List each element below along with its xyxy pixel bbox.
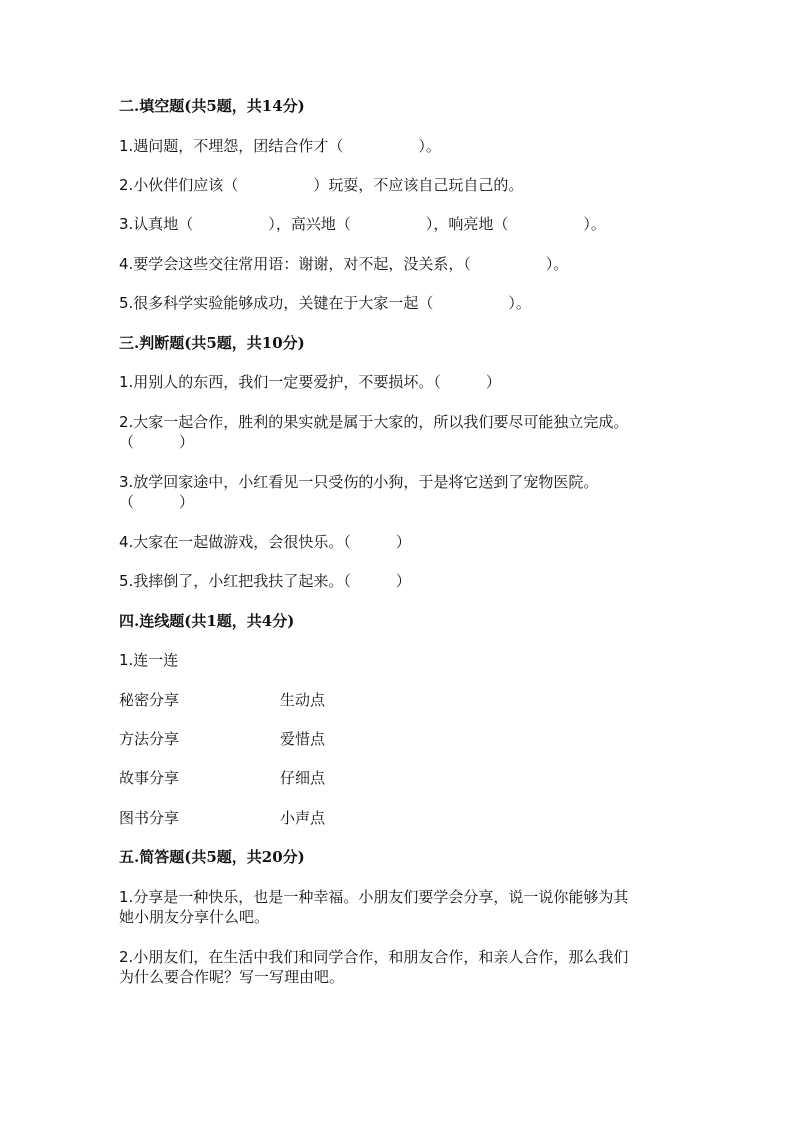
fill-question-3: 3.认真地（ ），高兴地（ ），响亮地（ ）。 [119, 215, 606, 233]
match-left-item: 故事分享 [119, 769, 180, 787]
short-question-1-cont: 她小朋友分享什么吧。 [119, 908, 270, 926]
judge-question-1: 1.用别人的东西，我们一定要爱护，不要损坏。（ ） [119, 373, 501, 391]
fill-question-4: 4.要学会这些交往常用语：谢谢，对不起，没关系，（ ）。 [119, 255, 569, 273]
judge-question-3: 3.放学回家途中，小红看见一只受伤的小狗，于是将它送到了宠物医院。 [119, 473, 599, 491]
judge-question-2-bracket: （ ） [119, 433, 195, 451]
match-right-item: 爱惜点 [280, 730, 326, 748]
section-title-match: 四.连线题(共1题，共4分) [119, 612, 295, 630]
short-question-1: 1.分享是一种快乐，也是一种幸福。小朋友们要学会分享，说一说你能够为其 [119, 888, 629, 906]
short-question-2: 2.小朋友们，在生活中我们和同学合作，和朋友合作，和亲人合作，那么我们 [119, 948, 629, 966]
fill-question-2: 2.小伙伴们应该（ ）玩耍，不应该自己玩自己的。 [119, 176, 524, 194]
match-right-item: 仔细点 [280, 769, 326, 787]
fill-question-1: 1.遇问题，不埋怨，团结合作才（ ）。 [119, 137, 441, 155]
match-question-1: 1.连一连 [119, 651, 179, 669]
match-right-item: 生动点 [280, 691, 326, 709]
section-title-judge: 三.判断题(共5题，共10分) [119, 334, 305, 352]
match-left-item: 秘密分享 [119, 691, 180, 709]
judge-question-5: 5.我摔倒了，小红把我扶了起来。（ ） [119, 572, 411, 590]
judge-question-3-bracket: （ ） [119, 493, 195, 511]
match-right-item: 小声点 [280, 809, 326, 827]
section-title-fill: 二.填空题(共5题，共14分) [119, 97, 305, 115]
judge-question-4: 4.大家在一起做游戏，会很快乐。（ ） [119, 533, 411, 551]
short-question-2-cont: 为什么要合作呢？写一写理由吧。 [119, 968, 345, 986]
match-left-item: 方法分享 [119, 730, 180, 748]
judge-question-2: 2.大家一起合作，胜利的果实就是属于大家的，所以我们要尽可能独立完成。 [119, 413, 629, 431]
fill-question-5: 5.很多科学实验能够成功，关键在于大家一起（ ）。 [119, 294, 531, 312]
match-left-item: 图书分享 [119, 809, 180, 827]
section-title-short: 五.简答题(共5题，共20分) [119, 848, 305, 866]
